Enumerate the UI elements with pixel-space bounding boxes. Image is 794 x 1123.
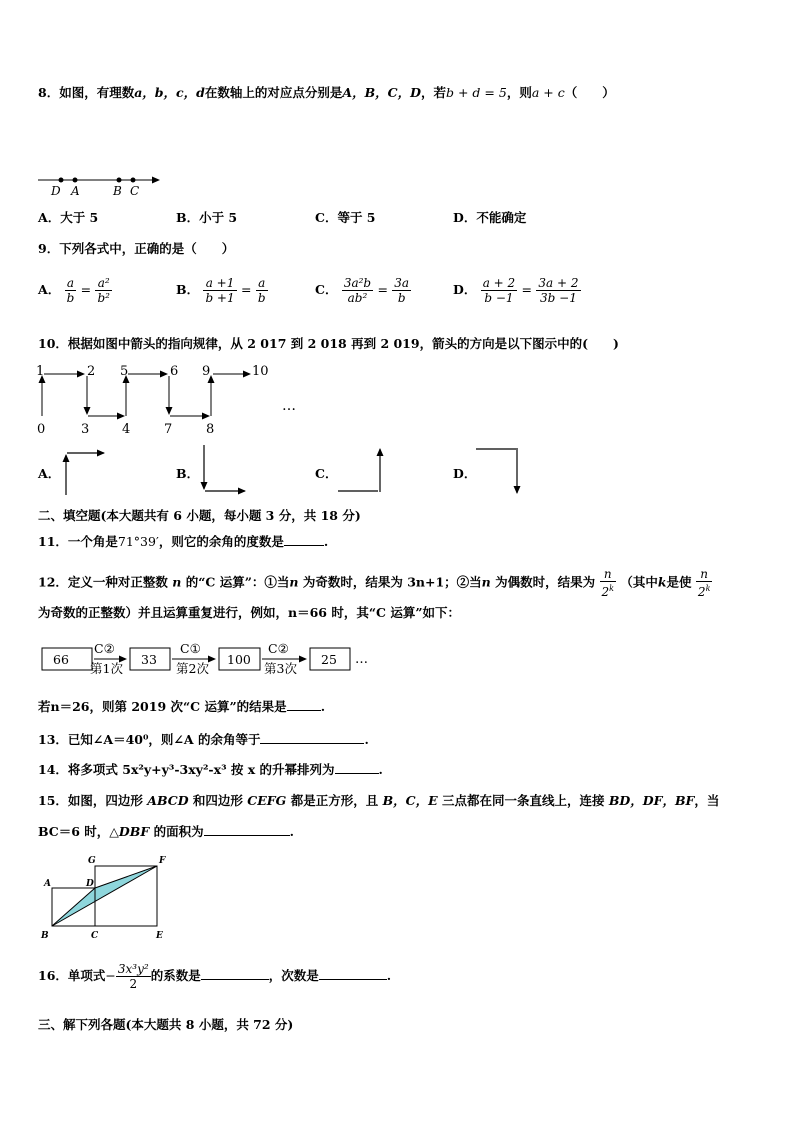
q9-option-b[interactable]: B． $\frac{a +1}{b +1}$ = $\frac{a}{b}$ (176, 276, 266, 305)
q8-option-b[interactable]: B．小于 5 (176, 210, 238, 225)
label-b: B (113, 184, 122, 198)
point-d (59, 178, 64, 183)
q15-line-1: 15．如图，四边形 ABCD 和四边形 CEFG 都是正方形，且 B，C，E 三点都在同一条直线上，连接 BD，DF，BF，当 (38, 793, 720, 808)
chain-op-3: C② (268, 641, 289, 656)
q8-number-line (36, 170, 166, 200)
chain-step-2: 第2次 (176, 661, 209, 676)
q14-answer-blank[interactable] (335, 763, 379, 774)
label-c: C (130, 184, 140, 198)
point-b (117, 178, 122, 183)
q10-option-a[interactable]: A． (38, 466, 61, 481)
q15-answer-blank[interactable] (204, 825, 290, 836)
chain-op-1: C② (94, 641, 115, 656)
q12-c-operation-chain (40, 637, 380, 681)
section-2-heading: 二、填空题(本大题共有 6 小题，每小题 3 分，共 18 分) (38, 508, 361, 523)
q10-option-c-figure[interactable] (336, 443, 388, 498)
num-9: 9 (202, 364, 211, 379)
num-1: 1 (36, 364, 45, 379)
q9-stem: 9．下列各式中，正确的是（ ） (38, 241, 235, 256)
chain-ellipsis: … (355, 652, 368, 667)
q13-answer-blank[interactable] (260, 733, 364, 744)
label-f: F (159, 856, 166, 866)
q10-option-c[interactable]: C． (315, 466, 338, 481)
label-d: D (86, 879, 94, 889)
q13-stem: 13．已知∠A＝40⁰，则∠A 的余角等于 . (38, 732, 369, 747)
q15-squares-figure (38, 852, 174, 944)
q10-option-b-figure[interactable] (198, 443, 250, 498)
q9-option-a[interactable]: A． $\frac{a}{b}$ = $\frac{\text{a²}}{\text{b²}}$ (38, 276, 110, 305)
label-e: E (156, 931, 163, 941)
q12-answer-blank[interactable] (287, 700, 321, 711)
point-c (131, 178, 136, 183)
label-a: A (44, 879, 51, 889)
num-10: 10 (252, 364, 269, 379)
q12-line-1: 12．定义一种对正整数 n 的“C 运算”：①当n 为奇数时，结果为 3n+1；②当n 为偶数时，结果为 $\frac{n}{2^k}$ （其中k是使 $\frac{n}{2^k}$ (38, 567, 711, 599)
q9-option-c[interactable]: C． $\frac{\text{3a²b}}{\text{ab²}}$ = $\frac{3a}{b}$ (315, 276, 410, 305)
q8-option-a[interactable]: A．大于 5 (38, 210, 99, 225)
q8-option-c[interactable]: C．等于 5 (315, 210, 376, 225)
point-a (73, 178, 78, 183)
q15-line-2: BC＝6 时，△DBF 的面积为 . (38, 824, 294, 839)
chain-op-2: C① (180, 641, 201, 656)
label-a: A (71, 184, 80, 198)
q10-stem: 10．根据如图中箭头的指向规律，从 2 017 到 2 018 再到 2 019，箭头的方向是以下图示中的( ) (38, 336, 619, 351)
section-3-heading: 三、解下列各题(本大题共 8 小题，共 72 分) (38, 1017, 294, 1032)
q10-option-b[interactable]: B． (176, 466, 200, 481)
pattern-ellipsis: … (282, 398, 296, 414)
q16-coefficient-blank[interactable] (201, 969, 269, 980)
q8-stem: 8．如图，有理数a，b，c，d在数轴上的对应点分别是A，B，C，D，若b + d = 5，则a + c（ ） (38, 85, 615, 100)
q12-line-2: 为奇数的正整数）并且运算重复进行，例如，n＝66 时，其“C 运算”如下： (38, 605, 461, 620)
chain-box-33: 33 (141, 652, 157, 667)
num-5: 5 (120, 364, 129, 379)
q16-degree-blank[interactable] (319, 969, 387, 980)
q10-option-a-figure[interactable] (58, 443, 108, 498)
chain-box-25: 25 (321, 652, 337, 667)
chain-step-1: 第1次 (90, 661, 123, 676)
num-8: 8 (206, 422, 215, 437)
chain-box-66: 66 (53, 652, 69, 667)
num-6: 6 (170, 364, 179, 379)
num-0: 0 (37, 422, 46, 437)
q12-question: 若n＝26，则第 2019 次“C 运算”的结果是 . (38, 699, 326, 714)
q14-stem: 14．将多项式 5x²y+y³-3xy²-x³ 按 x 的升幂排列为 . (38, 762, 383, 777)
q16-stem: 16．单项式− $\frac{\text{3x³y²}}{2}$ 的系数是 ，次数是 . (38, 962, 392, 991)
num-7: 7 (164, 422, 173, 437)
q11-stem: 11．一个角是71°39′，则它的余角的度数是 . (38, 534, 329, 549)
q9-option-d[interactable]: D． $\frac{a + 2}{b -1}$ = $\frac{3a + 2}{3b -1}$ (453, 276, 579, 305)
q8-option-d[interactable]: D．不能确定 (453, 210, 527, 225)
num-2: 2 (87, 364, 96, 379)
q10-option-d-figure[interactable] (474, 443, 526, 498)
label-c: C (91, 931, 99, 941)
chain-step-3: 第3次 (264, 661, 297, 676)
chain-box-100: 100 (227, 652, 251, 667)
label-g: G (88, 856, 96, 866)
q10-option-d[interactable]: D． (453, 466, 477, 481)
label-d: D (51, 184, 61, 198)
num-3: 3 (81, 422, 90, 437)
num-4: 4 (122, 422, 131, 437)
label-b: B (41, 931, 49, 941)
q11-answer-blank[interactable] (284, 535, 324, 546)
q10-arrow-pattern (30, 360, 320, 438)
